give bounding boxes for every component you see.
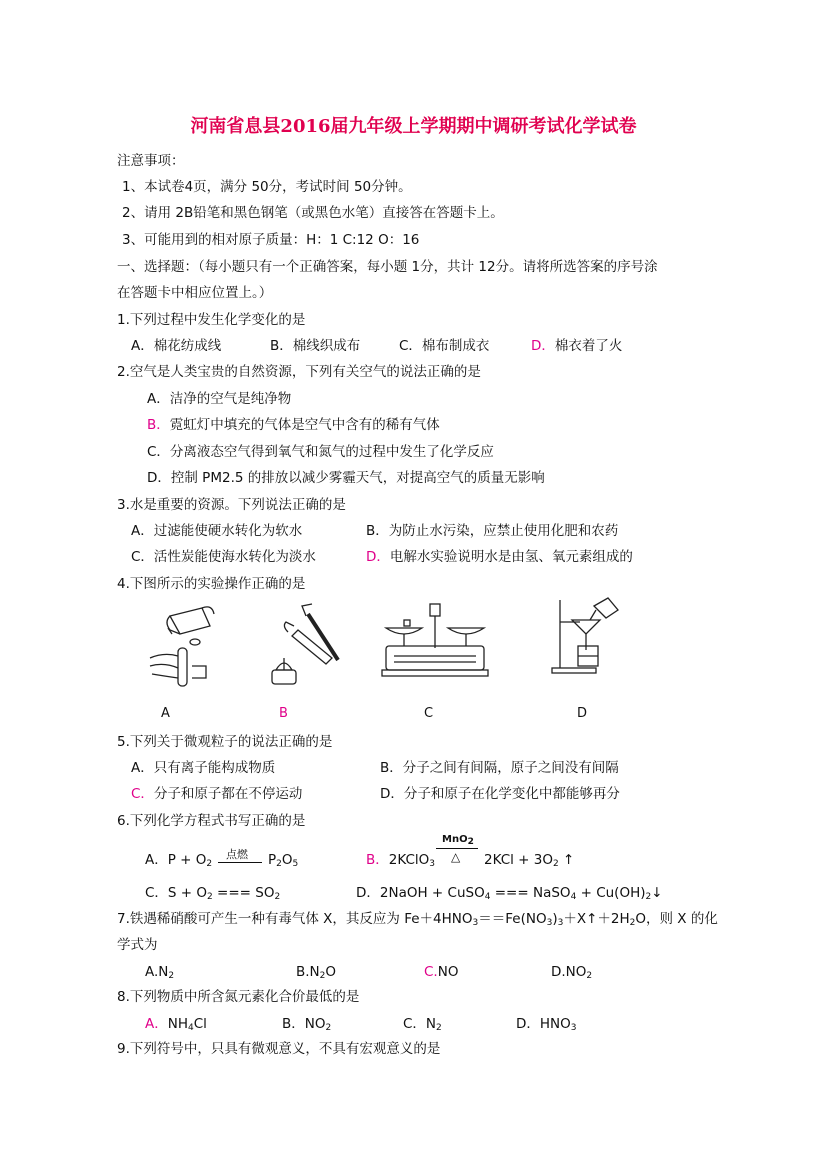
- q6-stem: 6.下列化学方程式书写正确的是: [117, 813, 306, 829]
- q8-option-a: A．$NH_4Cl$: [145, 1016, 207, 1033]
- q9-stem: 9.下列符号中，只具有微观意义，不具有宏观意义的是: [117, 1041, 441, 1057]
- q7-option-d: $D.NO_2$: [551, 964, 593, 981]
- q5-option-b: B．分子之间有间隔，原子之间没有间隔: [380, 760, 619, 776]
- figure-label-b: B: [279, 706, 288, 721]
- figure-label-d: D: [577, 706, 588, 721]
- q7-answer-letter: C.: [424, 964, 438, 980]
- q6-option-a-left: A．$P + O_2$: [145, 852, 213, 869]
- q3-option-d: D．电解水实验说明水是由氢、氧元素组成的: [366, 549, 633, 565]
- q5-option-a: A．只有离子能构成物质: [131, 760, 276, 776]
- q2-option-a: A．洁净的空气是纯净物: [147, 391, 292, 407]
- q1-option-a: A．棉花纺成线: [131, 338, 222, 354]
- q1-option-c: C．棉布制成衣: [399, 338, 490, 354]
- q7-option-c: C.NO: [424, 964, 459, 980]
- notice-item-1: 1、本试卷4页，满分 50分，考试时间 50分钟。: [122, 179, 412, 195]
- q2-answer-letter: B．: [147, 417, 170, 433]
- q2-stem: 2.空气是人类宝贵的自然资源，下列有关空气的说法正确的是: [117, 364, 481, 380]
- q3-option-a: A．过滤能使硬水转化为软水: [131, 523, 303, 539]
- figure-c-balance: [380, 596, 490, 686]
- q7-stem-line2: 学式为: [117, 937, 158, 953]
- q6-option-b-heat: △: [451, 850, 461, 864]
- q2-option-b: B．霓虹灯中填充的气体是空气中含有的稀有气体: [147, 417, 440, 433]
- q6-option-b-right: $2KCl + 3O_2$ ↑: [484, 852, 575, 869]
- figure-label-c: C: [424, 706, 434, 721]
- notice-item-2: 2、请用 2B铅笔和黑色钢笔（或黑色水笔）直接答在答题卡上。: [122, 205, 504, 221]
- q5-answer-letter: C．: [131, 786, 154, 802]
- figure-a-pouring-liquid: [140, 596, 220, 691]
- q6-option-a-right: $P_2O_5$: [268, 852, 299, 869]
- exam-title: 河南省息县2016届九年级上学期期中调研考试化学试卷: [190, 116, 637, 137]
- q6-option-b-left: B．2KClO$_3$: [366, 852, 436, 869]
- figure-d-filtration: [550, 596, 630, 676]
- figure-label-a: A: [161, 706, 170, 721]
- q2-option-c: C．分离液态空气得到氧气和氮气的过程中发生了化学反应: [147, 444, 494, 460]
- section-heading-line2: 在答题卡中相应位置上。）: [117, 285, 273, 301]
- q3-answer-letter: D．: [366, 549, 390, 565]
- q6-option-a-condition: 点燃: [226, 848, 248, 861]
- notice-heading: 注意事项：: [117, 153, 185, 169]
- q6-answer-letter: B．: [366, 852, 389, 868]
- q8-answer-letter: A．: [145, 1016, 168, 1032]
- q1-option-b: B．棉线织成布: [270, 338, 361, 354]
- q7-option-b: $B.N_2O$: [296, 964, 337, 981]
- q6-option-d: D．2NaOH + CuSO$_4$ === NaSO$_4$ + $Cu(OH)_2↓$: [356, 885, 663, 902]
- q3-option-b: B．为防止水污染，应禁止使用化肥和农药: [366, 523, 619, 539]
- notice-item-3: 3、可能用到的相对原子质量：H：1 C:12 O：16: [122, 232, 420, 248]
- q6-option-b-bar: [436, 848, 478, 849]
- q6-option-a-bar: [218, 862, 262, 863]
- q1-answer-letter: D．: [531, 338, 555, 354]
- q8-option-d: D．$HNO_3$: [516, 1016, 577, 1033]
- section-heading-line1: 一、选择题：（每小题只有一个正确答案，每小题 1分，共计 12分。请将所选答案的序号涂: [117, 259, 658, 275]
- q7-stem-line1: 7.铁遇稀硝酸可产生一种有毒气体 X，其反应为 $Fe+4HNO_3==Fe(NO_3)_3+X↑+2H_2O$，则 X 的化: [117, 911, 718, 928]
- figure-b-heating-tube: [262, 596, 344, 691]
- q5-option-d: D．分子和原子在化学变化中都能够再分: [380, 786, 620, 802]
- q3-option-c: C．活性炭能使海水转化为淡水: [131, 549, 316, 565]
- q6-option-b-catalyst: MnO$_2$: [442, 834, 474, 847]
- q8-stem: 8.下列物质中所含氮元素化合价最低的是: [117, 989, 360, 1005]
- q4-stem: 4.下图所示的实验操作正确的是: [117, 576, 306, 592]
- q6-option-c: C．$S + O_2$ === $SO_2$: [145, 885, 281, 902]
- q1-stem: 1.下列过程中发生化学变化的是: [117, 312, 306, 328]
- q2-option-d: D．控制 PM2.5 的排放以减少雾霾天气，对提高空气的质量无影响: [147, 470, 545, 486]
- q5-option-c: C．分子和原子都在不停运动: [131, 786, 303, 802]
- q8-option-b: B．$NO_2$: [282, 1016, 332, 1033]
- q7-option-a: $A.N_2$: [145, 964, 175, 981]
- q3-stem: 3.水是重要的资源。下列说法正确的是: [117, 497, 346, 513]
- q8-option-c: C．$N_2$: [403, 1016, 442, 1033]
- q1-option-d: D．棉衣着了火: [531, 338, 623, 354]
- q5-stem: 5.下列关于微观粒子的说法正确的是: [117, 734, 333, 750]
